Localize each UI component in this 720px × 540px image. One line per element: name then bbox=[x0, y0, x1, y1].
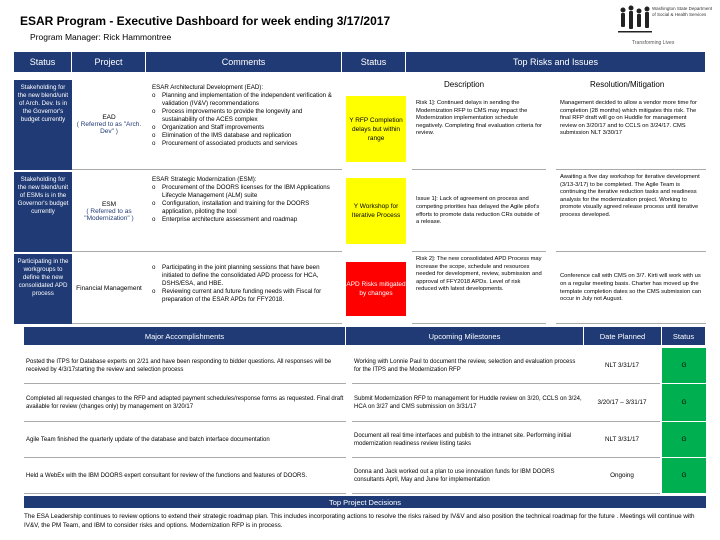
logo-tagline: Transforming Lives bbox=[632, 40, 675, 46]
project-ead bbox=[72, 80, 146, 170]
decisions-header: Top Project Decisions bbox=[24, 496, 706, 508]
risk-status-badge: Y Workshop for Iterative Process bbox=[346, 178, 406, 244]
milestone-date: Ongoing bbox=[584, 458, 660, 494]
list-item: o Procurement of associated products and services bbox=[152, 140, 336, 148]
milestone-status: G bbox=[662, 422, 706, 458]
list-item: o Participating in the joint planning sessions that have been initiated to define the consolidated APD process for HCA, DSHS/ESA, and HBE. bbox=[152, 264, 336, 288]
list-item: o Configuration, installation and training for the DOORS application, piloting the tool bbox=[152, 200, 336, 216]
comments-title: ESAR Strategic Modernization (ESM): bbox=[152, 176, 257, 183]
project-status-fm: Participating in the workgroups to define the new consolidated APD process bbox=[14, 254, 72, 324]
list-item: o Elimination of the IMS database and replication bbox=[152, 132, 336, 140]
project-referred: ( Referred to as "Modernization" ) bbox=[84, 208, 134, 222]
risk-status-badge: APD Risks mitigated by changes bbox=[346, 262, 406, 316]
risk-mitigation: Awaiting a five day workshop for iterative development (3/13-3/17) to be completed. The Agile Team is continuing the iterative reduction tasks and readiness analysis for the modernization project. Working to promote visually agreed release process until iterative process developed. bbox=[556, 172, 706, 252]
project-esm bbox=[72, 172, 146, 252]
list-item: o Organization and Staff improvements bbox=[152, 124, 336, 132]
header-status: Status bbox=[14, 52, 72, 72]
project-referred: ( Referred to as "Arch. Dev" ) bbox=[76, 121, 142, 135]
logo-text: Washington State Department of Social & Health Services bbox=[652, 6, 713, 17]
project-status-esm: Stakeholding for the new blend/unit of ESMs is in the Governor's budget currently bbox=[14, 172, 72, 252]
comments-title: ESAR Architectural Development (EAD): bbox=[152, 84, 264, 91]
milestone-status: G bbox=[662, 348, 706, 384]
risk-mitigation: Management decided to allow a vendor more time for completion (28 months) which mitigates this risk. The final RFP draft will go on Huddle for management review on 3/20/17 and to CCLS on 3/24/17. CMS submission NLT 3/30/17 bbox=[556, 98, 706, 170]
list-item: o Process improvements to provide the longevity and sustainability of the ACES complex bbox=[152, 108, 336, 124]
milestone-item: Document all real time interfaces and publish to the intranet site. Performing initial modernization readiness review listing tasks bbox=[352, 422, 584, 458]
accomplishment-item: Posted the ITPS for Database experts on 2/21 and have been responding to bidder questions. All responses will be received by 4/3/17starting the review and selection process bbox=[24, 348, 346, 384]
milestone-date: NLT 3/31/17 bbox=[584, 348, 660, 384]
milestone-item: Working with Lonnie Paul to document the review, selection and evaluation process for the ITPS and the Modernization RFP bbox=[352, 348, 584, 384]
milestone-date: NLT 3/31/17 bbox=[584, 422, 660, 458]
accomplishments-header: Major Accomplishments bbox=[24, 327, 346, 345]
risk-description: Risk 2]: The new consolidated APD Process may increase the scope, schedule and resources needed for development, review, submission and approval of FFY2018 APDs. Level of risk reduced with latest developments. bbox=[412, 254, 546, 324]
list-item: o Procurement of the DOORS licenses for the IBM Applications Lifecycle Management (ALM) suite bbox=[152, 184, 336, 200]
milestone-item: Donna and Jack worked out a plan to use innovation funds for IBM DOORS consultants April, May and June for implementation bbox=[352, 458, 584, 494]
milestone-item: Submit Modernization RFP to management for Huddle review on 3/20, CCLS on 3/24, HCA on 3/27 and CMS submission on 3/31/17 bbox=[352, 384, 584, 422]
project-name: EAD bbox=[102, 114, 116, 121]
page-title: ESAR Program - Executive Dashboard for week ending 3/17/2017 bbox=[20, 14, 391, 28]
accomplishment-item: Completed all requested changes to the RFP and adapted payment schedules/response forms as requested. Final draft available for review (changes only) by management on 3/20/17 bbox=[24, 384, 346, 422]
risk-description: Risk 1]: Continued delays in sending the Modernization RFP to CMS may impact the Modernization implementation schedule negatively. Completing final evaluation criteria for review. bbox=[412, 98, 546, 170]
header-risk-status: Status bbox=[342, 52, 406, 72]
project-name: Financial Management bbox=[76, 285, 142, 292]
milestone-status: G bbox=[662, 384, 706, 422]
list-item: o Reviewing current and future funding needs with Fiscal for preparation of the ESAR APDs for FFY2018. bbox=[152, 288, 336, 304]
header-project: Project bbox=[72, 52, 146, 72]
accomplishment-item: Held a WebEx with the IBM DOORS expert consultant for review of the functions and features of DOORS. bbox=[24, 458, 346, 494]
dshs-logo-icon bbox=[618, 4, 652, 38]
milestone-status-header: Status bbox=[662, 327, 706, 345]
header-comments: Comments bbox=[146, 52, 342, 72]
comments-fm bbox=[146, 254, 342, 324]
list-item: o Enterprise architecture assessment and roadmap bbox=[152, 216, 336, 224]
comments-ead bbox=[146, 80, 342, 170]
risk-mitigation: Conference call with CMS on 3/7. Kirti will work with us on a regular meeting basis. Charter has moved up the template completion dates so the CMS submission can occur in July not August. bbox=[556, 254, 706, 324]
list-item: o Planning and implementation of the independent verification & validation (IV&V) recommendations bbox=[152, 92, 336, 108]
date-planned-header: Date Planned bbox=[584, 327, 662, 345]
milestone-status: G bbox=[662, 458, 706, 494]
header-top-risks: Top Risks and Issues bbox=[406, 52, 706, 72]
project-financial-management bbox=[72, 254, 146, 324]
risk-status-badge: Y RFP Completion delays but within range bbox=[346, 96, 406, 162]
decisions-text: The ESA Leadership continues to review options to extend their strategic roadmap plan. This includes incorporating actions to resolve the risks raised by IV&V and also position the technical roadmap for the future . Meetings will continue with IV&V, the PM Team, and IBM to consider risks and options. Modernization RFP is in process. bbox=[24, 513, 695, 529]
comments-esm bbox=[146, 172, 342, 252]
accomplishment-item: Agile Team finished the quarterly update of the database and batch interface documentation bbox=[24, 422, 346, 458]
header-description: Description bbox=[444, 80, 485, 89]
header-resolution: Resolution/Mitigation bbox=[590, 80, 665, 89]
risk-description: Issue 1]: Lack of agreement on process and competing priorities has delayed the Agile pilot's efforts to promote data reduction CRs outside of a release. bbox=[412, 172, 546, 252]
project-name: ESM bbox=[101, 201, 117, 208]
milestone-date: 3/20/17 – 3/31/17 bbox=[584, 384, 660, 422]
program-manager: Program Manager: Rick Hammontree bbox=[30, 32, 172, 42]
milestones-header: Upcoming Milestones bbox=[346, 327, 584, 345]
project-status-ead: Stakeholding for the new blend/unit of Arch. Dev. Is in the Governor's budget currently bbox=[14, 80, 72, 170]
